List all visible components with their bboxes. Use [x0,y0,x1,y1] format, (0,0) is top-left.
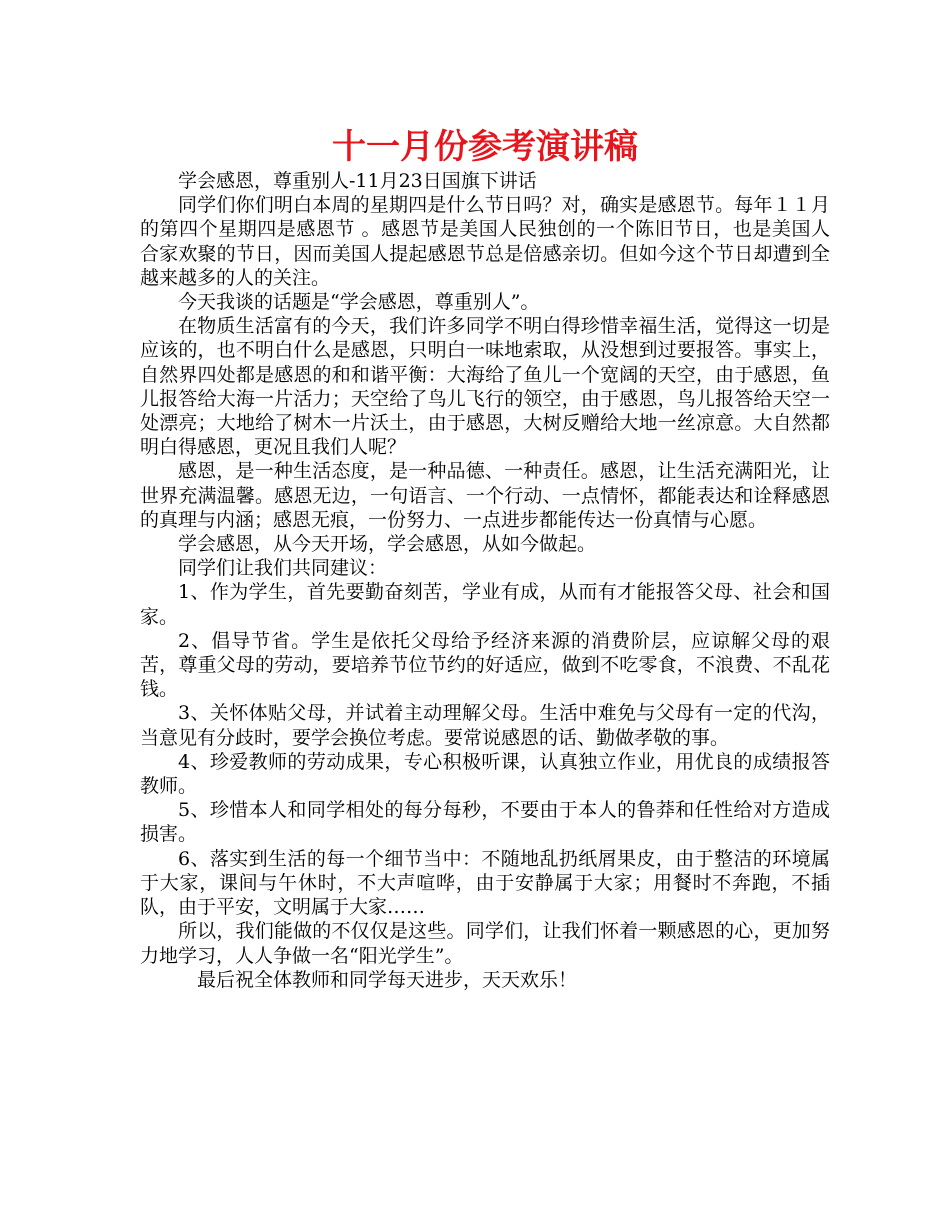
document-page [140,125,830,992]
paragraph: 今天我谈的话题是“学会感恩，尊重别人”。 [178,291,540,314]
paragraph: 2、倡导节省。学生是依托父母给予经济来源的消费阶层，应谅解父母的艰苦，尊重父母的劳动，要培养节位节约的好适应，做到不吃零食，不浪费、不乱花钱。 [140,629,830,701]
closing-paragraph: 最后祝全体教师和同学每天进步，天天欢乐！ [197,968,578,991]
paragraph: 5、珍惜本人和同学相处的每分每秒，不要由于本人的鲁莽和任性给对方造成损害。 [140,799,830,846]
paragraph: 同学们你们明白本周的星期四是什么节日吗？对，确实是感恩节。每年１１月的第四个星期四是感恩节 。感恩节是美国人民独创的一个陈旧节日，也是美国人合家欢聚的节日，因而美国人提起感恩节总是倍感亲切。但如今这个节日却遭到全越来越多的人的关注。 [140,194,830,289]
paragraph: 同学们让我们共同建议： [178,557,388,580]
paragraph: 所以，我们能做的不仅仅是这些。同学们，让我们怀着一颗感恩的心，更加努力地学习，人人争做一名“阳光学生”。 [140,920,830,967]
paragraph: 在物质生活富有的今天，我们许多同学不明白得珍惜幸福生活，觉得这一切是应该的，也不明白什么是感恩，只明白一味地索取，从没想到过要报答。事实上，自然界四处都是感恩的和和谐平衡：大海给了鱼儿一个宽阔的天空，由于感恩，鱼儿报答给大海一片活力；天空给了鸟儿飞行的领空，由于感恩，鸟儿报答给天空一处漂亮；大地给了树木一片沃土，由于感恩，大树反赠给大地一丝凉意。大自然都明白得感恩，更况且我们人呢？ [140,315,830,459]
paragraph: 6、落实到生活的每一个细节当中：不随地乱扔纸屑果皮，由于整洁的环境属于大家，课间与午休时，不大声喧哗，由于安静属于大家；用餐时不奔跑，不插队，由于平安，文明属于大家…… [140,847,830,919]
paragraph: 4、珍爱教师的劳动成果，专心积极听课，认真独立作业，用优良的成绩报答教师。 [140,750,830,798]
paragraph: 学会感恩，尊重别人-11月23日国旗下讲话 [178,170,537,192]
paragraph: 1、作为学生，首先要勤奋刻苦，学业有成，从而有才能报答父母、社会和国家。 [140,581,830,628]
paragraph: 学会感恩，从今天开场，学会感恩，从如今做起。 [178,533,597,556]
paragraph: 感恩，是一种生活态度，是一种品德、一种责任。感恩，让生活充满阳光，让世界充满温馨。感恩无边，一句语言、一个行动、一点情怀，都能表达和诠释感恩的真理与内涵；感恩无痕，一份努力、一点进步都能传达一份真情与心愿。 [140,460,830,531]
document-body [140,169,830,992]
paragraph: 3、关怀体贴父母，并试着主动理解父母。生活中难免与父母有一定的代沟，当意见有分歧时，要学会换位考虑。要常说感恩的话、勤做孝敬的事。 [140,702,830,749]
document-title: 十一月份参考演讲稿 [332,127,638,167]
